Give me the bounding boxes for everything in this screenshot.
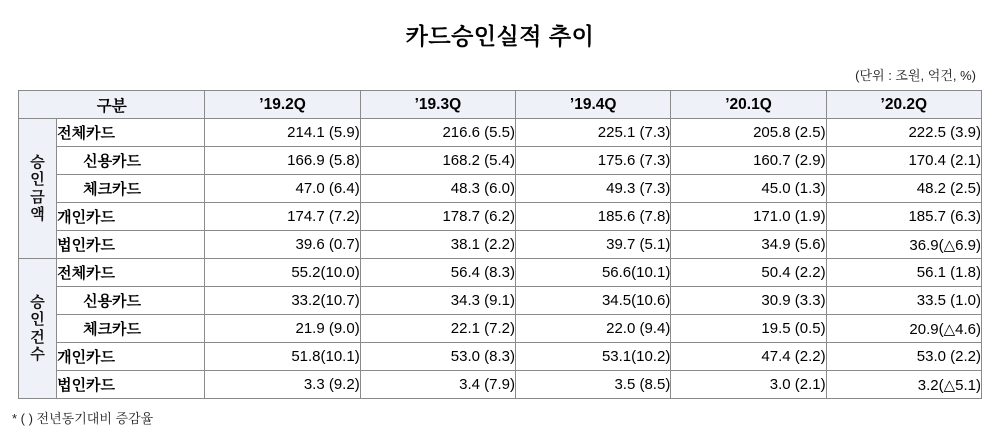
- cell-value: 47.0 (6.4): [205, 175, 360, 203]
- cell-value: 3.0 (2.1): [671, 371, 826, 399]
- cell-value: 3.3 (9.2): [205, 371, 360, 399]
- cell-value: 166.9 (5.8): [205, 147, 360, 175]
- cell-value: 22.0 (9.4): [516, 315, 671, 343]
- cell-value: 34.9 (5.6): [671, 231, 826, 259]
- column-header-q3: ’19.4Q: [516, 91, 671, 119]
- table-row: [19, 315, 982, 343]
- cell-value: 47.4 (2.2): [671, 343, 826, 371]
- cell-value: 51.8(10.1): [205, 343, 360, 371]
- table-row: [19, 259, 982, 287]
- row-label: 전체카드: [57, 119, 205, 147]
- cell-value: 3.4 (7.9): [360, 371, 515, 399]
- cell-value: 34.3 (9.1): [360, 287, 515, 315]
- table-header-row: [19, 91, 982, 119]
- row-group-header-amount: [19, 119, 57, 259]
- row-label: 법인카드: [57, 371, 205, 399]
- row-label: 개인카드: [57, 203, 205, 231]
- cell-value: 34.5(10.6): [516, 287, 671, 315]
- row-label: 전체카드: [57, 259, 205, 287]
- group-char-4: 수: [30, 345, 45, 363]
- cell-value: 20.9(△4.6): [826, 315, 981, 343]
- table-row: [19, 175, 982, 203]
- cell-value: 170.4 (2.1): [826, 147, 981, 175]
- table-row: [19, 287, 982, 315]
- table-row: [19, 203, 982, 231]
- group-char-2: 인: [30, 311, 45, 329]
- row-label: 법인카드: [57, 231, 205, 259]
- group-char-3: 건: [30, 328, 45, 346]
- cell-value: 36.9(△6.9): [826, 231, 981, 259]
- cell-value: 205.8 (2.5): [671, 119, 826, 147]
- row-label: 신용카드: [57, 147, 205, 175]
- cell-value: 33.2(10.7): [205, 287, 360, 315]
- row-label: 신용카드: [57, 287, 205, 315]
- unit-note: (단위 : 조원, 억건, %): [855, 68, 976, 83]
- cell-value: 185.7 (6.3): [826, 203, 981, 231]
- cell-value: 53.0 (2.2): [826, 343, 981, 371]
- cell-value: 171.0 (1.9): [671, 203, 826, 231]
- page-title: 카드승인실적 추이: [405, 23, 595, 49]
- row-label: 체크카드: [57, 175, 205, 203]
- cell-value: 160.7 (2.9): [671, 147, 826, 175]
- cell-value: 38.1 (2.2): [360, 231, 515, 259]
- cell-value: 222.5 (3.9): [826, 119, 981, 147]
- group-char-1: 승: [30, 294, 45, 311]
- cell-value: 216.6 (5.5): [360, 119, 515, 147]
- cell-value: 22.1 (7.2): [360, 315, 515, 343]
- cell-value: 39.6 (0.7): [205, 231, 360, 259]
- cell-value: 174.7 (7.2): [205, 203, 360, 231]
- row-group-header-count: [19, 259, 57, 399]
- cell-value: 175.6 (7.3): [516, 147, 671, 175]
- column-header-corner: 구분: [19, 91, 205, 119]
- cell-value: 49.3 (7.3): [516, 175, 671, 203]
- cell-value: 3.5 (8.5): [516, 371, 671, 399]
- cell-value: 50.4 (2.2): [671, 259, 826, 287]
- footnote: * ( ) 전년동기대비 증감율: [12, 411, 154, 426]
- cell-value: 214.1 (5.9): [205, 119, 360, 147]
- cell-value: 48.3 (6.0): [360, 175, 515, 203]
- group-char-3: 금: [30, 188, 45, 206]
- group-char-2: 인: [30, 171, 45, 189]
- document-page: [0, 18, 1000, 438]
- cell-value: 178.7 (6.2): [360, 203, 515, 231]
- card-approval-table: [18, 90, 982, 399]
- group-char-1: 승: [30, 154, 45, 171]
- row-label: 개인카드: [57, 343, 205, 371]
- cell-value: 56.4 (8.3): [360, 259, 515, 287]
- cell-value: 53.0 (8.3): [360, 343, 515, 371]
- cell-value: 19.5 (0.5): [671, 315, 826, 343]
- cell-value: 225.1 (7.3): [516, 119, 671, 147]
- column-header-q4: ’20.1Q: [671, 91, 826, 119]
- table-row: [19, 119, 982, 147]
- cell-value: 21.9 (9.0): [205, 315, 360, 343]
- group-char-4: 액: [30, 205, 45, 223]
- table-row: [19, 371, 982, 399]
- table-row: [19, 343, 982, 371]
- cell-value: 56.6(10.1): [516, 259, 671, 287]
- cell-value: 55.2(10.0): [205, 259, 360, 287]
- cell-value: 56.1 (1.8): [826, 259, 981, 287]
- cell-value: 3.2(△5.1): [826, 371, 981, 399]
- cell-value: 30.9 (3.3): [671, 287, 826, 315]
- cell-value: 168.2 (5.4): [360, 147, 515, 175]
- column-header-q2: ’19.3Q: [360, 91, 515, 119]
- table-row: [19, 231, 982, 259]
- column-header-q1: ’19.2Q: [205, 91, 360, 119]
- cell-value: 48.2 (2.5): [826, 175, 981, 203]
- cell-value: 33.5 (1.0): [826, 287, 981, 315]
- table-row: [19, 147, 982, 175]
- cell-value: 45.0 (1.3): [671, 175, 826, 203]
- cell-value: 53.1(10.2): [516, 343, 671, 371]
- column-header-q5: ’20.2Q: [826, 91, 981, 119]
- row-label: 체크카드: [57, 315, 205, 343]
- cell-value: 185.6 (7.8): [516, 203, 671, 231]
- table-container: [18, 90, 982, 399]
- cell-value: 39.7 (5.1): [516, 231, 671, 259]
